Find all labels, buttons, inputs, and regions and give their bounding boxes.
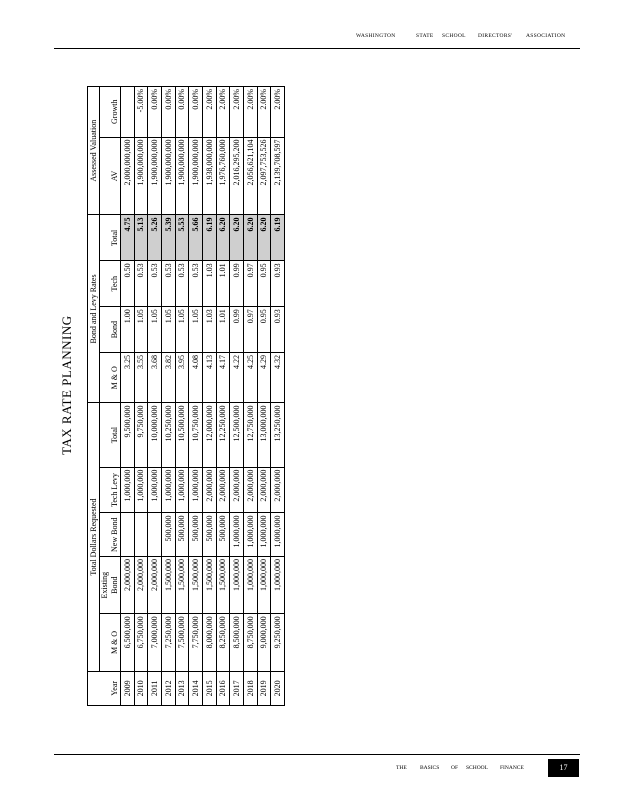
table-cell: 0.00% bbox=[148, 87, 162, 138]
column-header-growth: Growth bbox=[100, 87, 121, 138]
table-cell: 0.93 bbox=[271, 307, 285, 353]
table-cell: 0.95 bbox=[257, 307, 271, 353]
table-cell: 1,000,000 bbox=[271, 557, 285, 614]
table-cell: 6.20 bbox=[257, 215, 271, 261]
table-row bbox=[161, 87, 175, 706]
table-cell: 0.53 bbox=[148, 261, 162, 307]
table-row bbox=[216, 87, 230, 706]
table-cell: 2,139,708,597 bbox=[271, 137, 285, 215]
column-header-total-dollars: Total bbox=[100, 403, 121, 467]
column-header-mo: M & O bbox=[100, 614, 121, 671]
table-cell: 0.53 bbox=[161, 261, 175, 307]
table-cell: 1,000,000 bbox=[271, 513, 285, 557]
table-cell: 2016 bbox=[216, 671, 230, 705]
table-cell: 1,000,000 bbox=[230, 557, 244, 614]
table-cell: 4.25 bbox=[243, 353, 257, 403]
table-cell: 8,000,000 bbox=[202, 614, 216, 671]
table-cell: 1.03 bbox=[202, 307, 216, 353]
table-cell: 2012 bbox=[161, 671, 175, 705]
table-cell: 0.95 bbox=[257, 261, 271, 307]
table-cell: 2,000,000 bbox=[216, 467, 230, 513]
table-cell bbox=[134, 513, 148, 557]
table-cell: 9,000,000 bbox=[257, 614, 271, 671]
header-word: ASSOCIATION bbox=[526, 33, 566, 39]
footer-word: THE bbox=[396, 765, 407, 771]
table-cell: 2,000,000 bbox=[148, 557, 162, 614]
table-cell: 0.97 bbox=[243, 307, 257, 353]
table-cell: 5.66 bbox=[189, 215, 203, 261]
table-cell: 12,250,000 bbox=[216, 403, 230, 467]
table-cell: 2,000,000 bbox=[271, 467, 285, 513]
table-cell: 0.00% bbox=[189, 87, 203, 138]
table-row bbox=[271, 87, 285, 706]
table-cell: 1,900,000,000 bbox=[148, 137, 162, 215]
table-cell: 3.82 bbox=[161, 353, 175, 403]
table-cell: 1,000,000 bbox=[161, 467, 175, 513]
table-cell: 1.01 bbox=[216, 261, 230, 307]
table-cell: 4.75 bbox=[121, 215, 135, 261]
table-cell: 2,000,000 bbox=[243, 467, 257, 513]
table-row bbox=[175, 87, 189, 706]
table-cell: 1,000,000 bbox=[189, 467, 203, 513]
table-cell: 1,500,000 bbox=[216, 557, 230, 614]
table-cell: 7,000,000 bbox=[148, 614, 162, 671]
table-row bbox=[121, 87, 135, 706]
table-cell: 1.05 bbox=[148, 307, 162, 353]
table-cell: 9,500,000 bbox=[121, 403, 135, 467]
table-cell: 4.32 bbox=[271, 353, 285, 403]
column-header-av: AV bbox=[100, 137, 121, 215]
table-cell: 1,000,000 bbox=[121, 467, 135, 513]
table-cell: 8,250,000 bbox=[216, 614, 230, 671]
table-cell: 1,000,000 bbox=[230, 513, 244, 557]
table-cell: 3.68 bbox=[148, 353, 162, 403]
table-cell: 6,750,000 bbox=[134, 614, 148, 671]
table-cell: 4.08 bbox=[189, 353, 203, 403]
footer-word: FINANCE bbox=[500, 765, 524, 771]
table-cell: 3.55 bbox=[134, 353, 148, 403]
table-cell: 2,056,621,104 bbox=[243, 137, 257, 215]
table-cell: 500,000 bbox=[216, 513, 230, 557]
table-cell: 2.00% bbox=[271, 87, 285, 138]
table-cell: 2009 bbox=[121, 671, 135, 705]
table-cell: 2010 bbox=[134, 671, 148, 705]
header-word: WASHINGTON bbox=[356, 33, 396, 39]
group-header-bond-levy-rates: Bond and Levy Rates bbox=[88, 215, 100, 403]
table-cell: 2,000,000 bbox=[134, 557, 148, 614]
table-cell: 4.22 bbox=[230, 353, 244, 403]
table-cell: 4.13 bbox=[202, 353, 216, 403]
table-cell: 2,000,000 bbox=[202, 467, 216, 513]
group-header-total-dollars: Total Dollars Requested bbox=[88, 403, 100, 671]
table-cell bbox=[148, 513, 162, 557]
table-cell: 10,250,000 bbox=[161, 403, 175, 467]
table-body bbox=[121, 87, 285, 706]
table-cell: 12,500,000 bbox=[230, 403, 244, 467]
table-cell: 1,500,000 bbox=[161, 557, 175, 614]
table-cell: 0.00% bbox=[161, 87, 175, 138]
table-cell: 6.19 bbox=[202, 215, 216, 261]
table-cell: 1.05 bbox=[134, 307, 148, 353]
existing-label: Existing bbox=[100, 571, 109, 599]
table-cell: 1,976,760,000 bbox=[216, 137, 230, 215]
header-word: SCHOOL bbox=[442, 33, 466, 39]
page-number: 17 bbox=[548, 759, 579, 777]
table-cell: 0.53 bbox=[134, 261, 148, 307]
table-cell: 12,000,000 bbox=[202, 403, 216, 467]
table-cell: 9,750,000 bbox=[134, 403, 148, 467]
table-cell: 3.25 bbox=[121, 353, 135, 403]
column-header-year: Year bbox=[100, 671, 121, 705]
table-cell: 1.01 bbox=[216, 307, 230, 353]
table-cell: 2020 bbox=[271, 671, 285, 705]
table-cell: 1,500,000 bbox=[175, 557, 189, 614]
table-cell: 12,750,000 bbox=[243, 403, 257, 467]
page-title-text: TAX RATE PLANNING bbox=[59, 315, 74, 455]
table-cell: 7,500,000 bbox=[175, 614, 189, 671]
footer-word: OF bbox=[451, 765, 459, 771]
table-cell: 2.00% bbox=[257, 87, 271, 138]
header-word: STATE bbox=[416, 33, 434, 39]
table-cell: 0.93 bbox=[271, 261, 285, 307]
table-row bbox=[202, 87, 216, 706]
footer-rule bbox=[54, 754, 580, 755]
table-cell: 5.39 bbox=[161, 215, 175, 261]
table-cell: 1,900,000,000 bbox=[189, 137, 203, 215]
table-cell: 7,250,000 bbox=[161, 614, 175, 671]
footer-word: BASICS bbox=[420, 765, 440, 771]
table-cell: 0.99 bbox=[230, 307, 244, 353]
table-cell: 6.20 bbox=[216, 215, 230, 261]
table-cell: -5.00% bbox=[134, 87, 148, 138]
table-cell: 6.20 bbox=[243, 215, 257, 261]
footer-title bbox=[396, 765, 526, 775]
table-row bbox=[134, 87, 148, 706]
table-cell: 2,000,000 bbox=[121, 557, 135, 614]
table-cell: 1.05 bbox=[175, 307, 189, 353]
table-cell: 5.13 bbox=[134, 215, 148, 261]
table-row bbox=[257, 87, 271, 706]
header-blank bbox=[88, 671, 100, 705]
table-cell: 2,000,000,000 bbox=[121, 137, 135, 215]
column-header-tech-rate: Tech bbox=[100, 261, 121, 307]
table-cell: 1,500,000 bbox=[202, 557, 216, 614]
tax-rate-table bbox=[87, 86, 285, 706]
table-cell: 500,000 bbox=[161, 513, 175, 557]
table-cell: 10,750,000 bbox=[189, 403, 203, 467]
table-cell: 13,000,000 bbox=[257, 403, 271, 467]
existing-bond-label: Bond bbox=[110, 576, 119, 594]
table-row bbox=[243, 87, 257, 706]
table-cell: 1.03 bbox=[202, 261, 216, 307]
table-row bbox=[230, 87, 244, 706]
table-cell: 6,500,000 bbox=[121, 614, 135, 671]
table-cell: 1.00 bbox=[121, 307, 135, 353]
table-cell: 1,900,000,000 bbox=[134, 137, 148, 215]
header-word: DIRECTORS' bbox=[478, 33, 513, 39]
table-cell: 1.05 bbox=[161, 307, 175, 353]
table-cell: 1.05 bbox=[189, 307, 203, 353]
table-row bbox=[189, 87, 203, 706]
table-cell: 9,250,000 bbox=[271, 614, 285, 671]
column-header-bond-rate: Bond bbox=[100, 307, 121, 353]
table-cell bbox=[121, 513, 135, 557]
table-cell: 2,000,000 bbox=[230, 467, 244, 513]
table-cell: 1,000,000 bbox=[243, 557, 257, 614]
table-cell: 2011 bbox=[148, 671, 162, 705]
table-cell: 500,000 bbox=[189, 513, 203, 557]
table-cell: 4.29 bbox=[257, 353, 271, 403]
table-cell: 2.00% bbox=[202, 87, 216, 138]
table-row bbox=[148, 87, 162, 706]
table-cell: 1,938,000,000 bbox=[202, 137, 216, 215]
tax-rate-table-container bbox=[87, 86, 285, 706]
table-cell: 2,000,000 bbox=[257, 467, 271, 513]
table-cell: 500,000 bbox=[202, 513, 216, 557]
table-cell: 1,000,000 bbox=[148, 467, 162, 513]
page-title bbox=[57, 315, 74, 455]
table-cell: 2019 bbox=[257, 671, 271, 705]
table-cell: 1,000,000 bbox=[134, 467, 148, 513]
header-rule bbox=[54, 48, 580, 49]
header-organization bbox=[356, 33, 566, 43]
table-cell: 0.53 bbox=[175, 261, 189, 307]
group-header-assessed-valuation: Assessed Valuation bbox=[88, 87, 100, 215]
table-cell: 2013 bbox=[175, 671, 189, 705]
table-cell: 5.26 bbox=[148, 215, 162, 261]
table-cell: 1,000,000 bbox=[257, 557, 271, 614]
table-cell: 5.53 bbox=[175, 215, 189, 261]
table-cell: 7,750,000 bbox=[189, 614, 203, 671]
table-cell: 1,900,000,000 bbox=[175, 137, 189, 215]
column-header-existing-bond bbox=[100, 557, 121, 614]
table-cell: 8,750,000 bbox=[243, 614, 257, 671]
table-cell: 10,500,000 bbox=[175, 403, 189, 467]
table-cell: 8,500,000 bbox=[230, 614, 244, 671]
table-cell: 1,000,000 bbox=[175, 467, 189, 513]
table-cell: 6.20 bbox=[230, 215, 244, 261]
table-cell: 1,500,000 bbox=[189, 557, 203, 614]
table-cell: 10,000,000 bbox=[148, 403, 162, 467]
column-header-mo-rate: M & O bbox=[100, 353, 121, 403]
table-cell: 1,000,000 bbox=[243, 513, 257, 557]
table-cell: 2.00% bbox=[243, 87, 257, 138]
table-cell: 0.99 bbox=[230, 261, 244, 307]
table-cell: 2,016,295,200 bbox=[230, 137, 244, 215]
table-cell: 2017 bbox=[230, 671, 244, 705]
table-cell: 2015 bbox=[202, 671, 216, 705]
table-cell: 2,097,753,526 bbox=[257, 137, 271, 215]
table-cell: 2.00% bbox=[230, 87, 244, 138]
table-cell: 0.97 bbox=[243, 261, 257, 307]
column-header-tech-levy: Tech Levy bbox=[100, 467, 121, 513]
table-cell: 0.53 bbox=[189, 261, 203, 307]
table-cell: 0.50 bbox=[121, 261, 135, 307]
table-cell: 3.95 bbox=[175, 353, 189, 403]
table-cell: 13,250,000 bbox=[271, 403, 285, 467]
table-cell: 0.00% bbox=[175, 87, 189, 138]
footer-word: SCHOOL bbox=[466, 765, 489, 771]
table-cell: 500,000 bbox=[175, 513, 189, 557]
table-cell: 4.17 bbox=[216, 353, 230, 403]
table-cell: 2014 bbox=[189, 671, 203, 705]
table-cell: 1,900,000,000 bbox=[161, 137, 175, 215]
table-cell: 1,000,000 bbox=[257, 513, 271, 557]
table-cell: 2018 bbox=[243, 671, 257, 705]
table-cell: 6.19 bbox=[271, 215, 285, 261]
column-header-new-bond: New Bond bbox=[100, 513, 121, 557]
table-cell bbox=[121, 87, 135, 138]
column-header-total-rate: Total bbox=[100, 215, 121, 261]
table-cell: 2.00% bbox=[216, 87, 230, 138]
